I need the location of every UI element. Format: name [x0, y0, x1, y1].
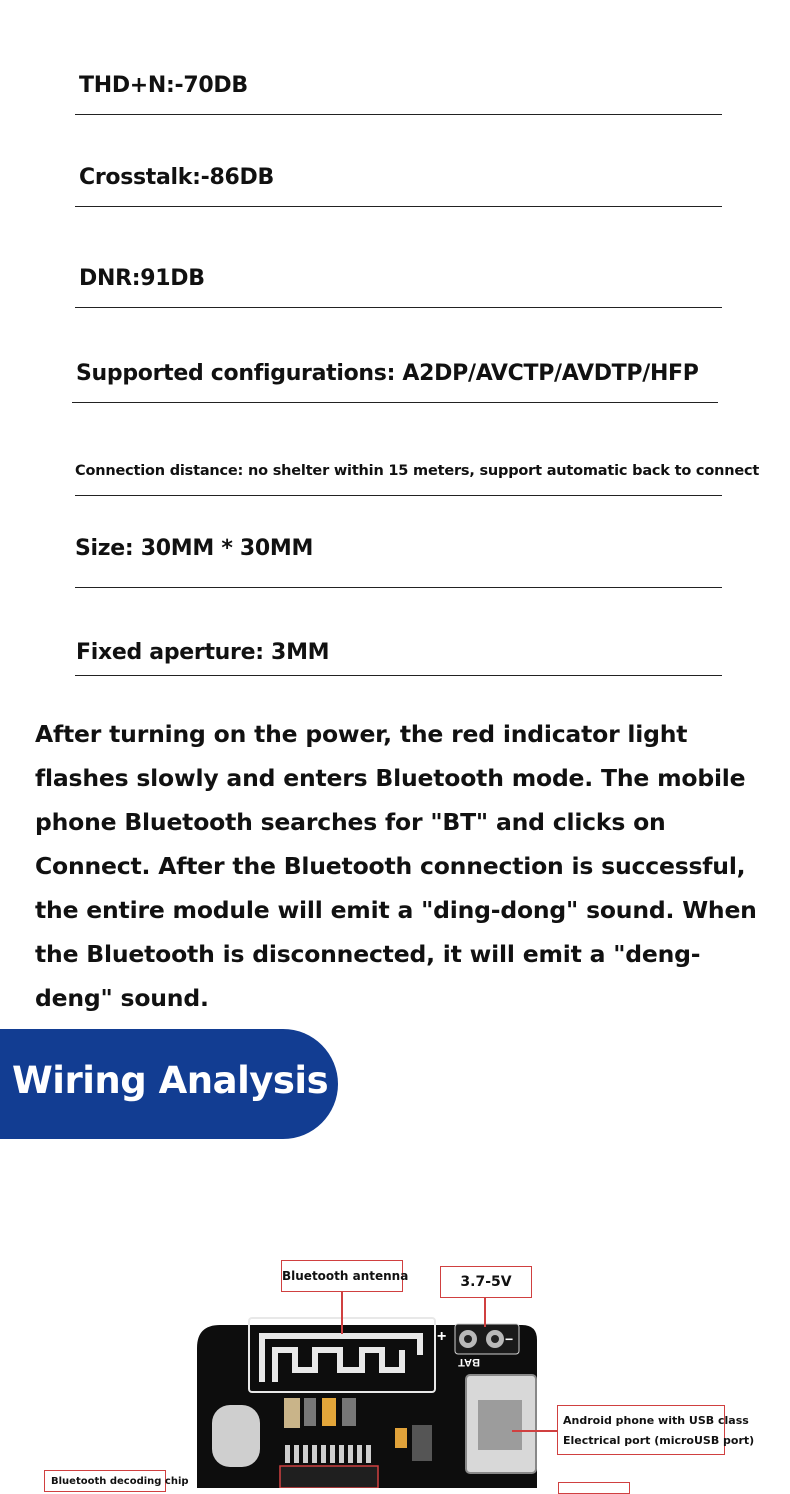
- spec-row-thdn: [75, 60, 722, 115]
- plus-mark: +: [437, 1328, 447, 1345]
- spec-row-size: [75, 530, 722, 588]
- capacitor-c4: [342, 1398, 356, 1426]
- decoding-chip: [280, 1466, 378, 1488]
- spec-text: Fixed aperture: 3MM: [76, 640, 330, 665]
- callout-label: 3.7-5V: [460, 1274, 512, 1290]
- bat-mark: BAT: [458, 1356, 480, 1368]
- spec-row-aperture: [75, 630, 722, 676]
- minus-mark: −: [505, 1331, 514, 1347]
- spec-text: DNR:91DB: [79, 266, 205, 291]
- section-banner: [0, 1029, 338, 1139]
- spec-text: Crosstalk:-86DB: [79, 165, 274, 190]
- callout-label-line1: Android phone with USB class: [563, 1414, 749, 1427]
- capacitor-c1: [284, 1398, 300, 1428]
- crystal: [212, 1405, 260, 1467]
- resistor-r6: [395, 1428, 407, 1448]
- description-paragraph: After turning on the power, the red indicator light flashes slowly and enters Bluetooth mode. The mobile phone Bluetooth searches for "BT" and clicks on Connect. After the Bluetooth connection is successful, the entire module will emit a "ding-dong" sound. When the Bluetooth is disconnected, it will emit a "deng-deng" sound.: [35, 720, 757, 1012]
- leader-antenna: [341, 1291, 343, 1334]
- spec-text: Supported configurations: A2DP/AVCTP/AVDTP/HFP: [76, 361, 699, 386]
- spec-row-dnr: [75, 252, 722, 308]
- leader-voltage: [484, 1297, 486, 1327]
- spec-row-crosstalk: [75, 152, 722, 207]
- spec-row-connection-distance: [75, 450, 760, 496]
- callout-label: Bluetooth decoding chip: [51, 1476, 189, 1487]
- callout-label: Bluetooth antenna: [282, 1269, 409, 1283]
- section-title: Wiring Analysis: [12, 1059, 329, 1102]
- spec-text: THD+N:-70DB: [79, 73, 248, 98]
- capacitor-c3: [322, 1398, 336, 1426]
- callout-partial-right: [558, 1482, 630, 1494]
- callout-voltage: [440, 1266, 532, 1298]
- spec-row-configurations: [72, 350, 718, 403]
- capacitor-c2: [304, 1398, 316, 1426]
- callout-bluetooth-antenna: [281, 1260, 409, 1292]
- spec-text: Connection distance: no shelter within 15 meters, support automatic back to connect: [75, 463, 760, 479]
- callout-usb-port: [557, 1405, 755, 1455]
- leader-usb: [512, 1430, 557, 1432]
- wiring-diagram: [0, 1250, 790, 1488]
- callout-decoding-chip: [44, 1470, 189, 1492]
- component-block: [412, 1425, 432, 1461]
- spec-text: Size: 30MM * 30MM: [75, 536, 314, 561]
- callout-label-line2: Electrical port (microUSB port): [563, 1434, 755, 1447]
